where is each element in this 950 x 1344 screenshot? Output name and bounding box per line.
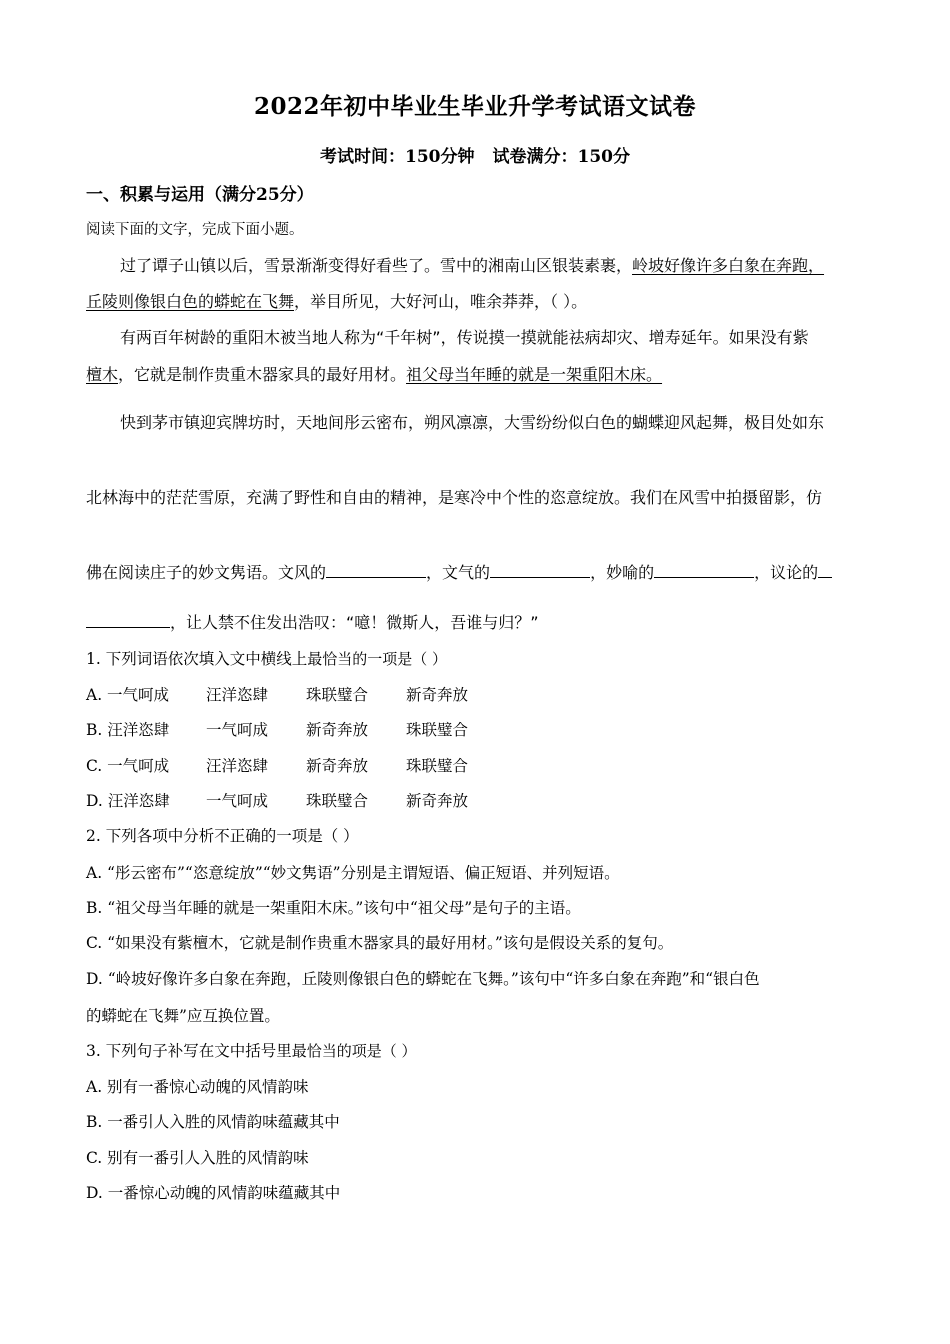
option-word: 一气呵成 — [206, 721, 269, 739]
option-word: 汪洋恣肆 — [206, 757, 269, 775]
passage-p3-line1 — [86, 410, 892, 433]
section-heading: 一、积累与运用（满分25分） — [86, 185, 314, 205]
question-1-option-a[interactable] — [86, 683, 506, 705]
passage-p3-line3 — [86, 560, 858, 583]
question-2-stem: 2. 下列各项中分析不正确的一项是（ ） — [86, 827, 359, 845]
question-2-option-b[interactable]: B. “祖父母当年睡的就是一架重阳木床。”该句中“祖父母”是句子的主语。 — [86, 899, 581, 917]
option-word: 新奇奔放 — [306, 721, 369, 739]
option-label: A. 一气呵成 — [86, 686, 170, 704]
question-1-option-b[interactable] — [86, 718, 506, 740]
passage-text: 过了谭子山镇以后，雪景渐渐变得好看些了。雪中的湘南山区银装素裹， — [120, 256, 633, 275]
passage-p1-line1 — [86, 253, 892, 276]
option-word: 珠联璧合 — [406, 757, 469, 775]
term-text: 彤云密布 — [344, 413, 409, 432]
passage-p1-line2 — [86, 289, 858, 312]
exam-info — [0, 142, 950, 167]
question-text: 最恰当的一项是（ ） — [307, 650, 447, 668]
passage-text: 快到茅市镇迎宾牌坊时，天地间 — [120, 413, 345, 432]
term-text: 恣意绽放 — [550, 488, 615, 507]
passage-p3-line2 — [86, 485, 858, 508]
question-3-option-a[interactable]: A. 别有一番惊心动魄的风情韵味 — [86, 1078, 309, 1096]
exam-time: 考试时间：150分钟 — [320, 147, 475, 167]
term-text: 妙文隽语 — [198, 563, 263, 582]
question-text: 3. 下列句子补写在文中括号里 — [86, 1042, 292, 1060]
passage-text: ，文气的 — [426, 563, 491, 582]
passage-p3-line4 — [86, 610, 858, 633]
underlined-text: 岭坡好像许多白象在奔跑， — [632, 256, 825, 275]
passage-text: ，妙喻的 — [590, 563, 655, 582]
passage-text: 北林海中的茫茫雪原，充满了野性和自由的精神，是寒冷中个性的 — [86, 488, 551, 507]
option-word: 一气呵成 — [206, 792, 269, 810]
question-1-stem — [86, 647, 447, 669]
question-1-option-c[interactable] — [86, 754, 506, 776]
question-text: 1. 下列词语依次填入文中横线上 — [86, 650, 308, 668]
passage-p2-line2 — [86, 362, 858, 385]
passage-text: ，举目所见，大好河山，唯余莽莽，（ ）。 — [294, 292, 588, 311]
question-2-option-d[interactable]: D. “岭坡好像许多白象在奔跑，丘陵则像银白色的蟒蛇在飞舞。”该句中“许多白象在奔跑”和“银白色 — [86, 970, 760, 988]
underlined-text: 丘陵则像银白色的蟒蛇在飞舞 — [86, 292, 295, 311]
underlined-text: 祖父母当年睡的就是一架重阳木床。 — [406, 365, 663, 384]
fill-blank-4 — [818, 563, 832, 578]
option-word: 珠联璧合 — [306, 686, 369, 704]
passage-text: ，它就是制作贵重木器家具的最好用材。 — [118, 365, 407, 384]
question-text: 最恰当的项是（ ） — [291, 1042, 417, 1060]
passage-p2-line1: 有两百年树龄的重阳木被当地人称为“千年树”，传说摸一摸就能祛病却灾、增寿延年。如果没有紫 — [120, 328, 809, 347]
exam-full-score: 试卷满分：150分 — [492, 147, 630, 167]
fill-blank-4-cont — [86, 613, 170, 628]
question-3-option-c[interactable]: C. 别有一番引人入胜的风情韵味 — [86, 1149, 309, 1167]
option-label: C. 一气呵成 — [86, 757, 170, 775]
option-word: 汪洋恣肆 — [206, 686, 269, 704]
option-word: 新奇奔放 — [306, 757, 369, 775]
question-2-option-d-cont: 的蟒蛇在飞舞”应互换位置。 — [86, 1007, 280, 1025]
instruction-text: 阅读下面的文字，完成下面小题。 — [86, 222, 304, 238]
passage-text: ，让人禁不住发出浩叹：“噫！微斯人，吾谁与归？” — [170, 613, 539, 632]
option-label: B. 汪洋恣肆 — [86, 721, 170, 739]
passage-text: 。文风的 — [262, 563, 327, 582]
question-2-option-a[interactable]: A. “彤云密布”“恣意绽放”“妙文隽语”分别是主谓短语、偏正短语、并列短语。 — [86, 864, 620, 882]
question-2-option-c[interactable]: C. “如果没有紫檀木，它就是制作贵重木器家具的最好用材。”该句是假设关系的复句。 — [86, 934, 674, 952]
question-1-option-d[interactable] — [86, 789, 506, 811]
option-word: 新奇奔放 — [406, 686, 469, 704]
option-word: 珠联璧合 — [406, 721, 469, 739]
exam-title: 2022年初中毕业生毕业升学考试语文试卷 — [253, 93, 696, 120]
passage-text: ，议论的 — [754, 563, 819, 582]
passage-text: 佛在阅读庄子的 — [86, 563, 199, 582]
passage-text: 。我们在风雪中拍摄留影，仿 — [614, 488, 823, 507]
fill-blank-3 — [654, 563, 754, 578]
fill-blank-1 — [326, 563, 426, 578]
underlined-text: 檀木 — [86, 365, 119, 384]
question-3-option-d[interactable]: D. 一番惊心动魄的风情韵味蕴藏其中 — [86, 1184, 341, 1202]
question-3-option-b[interactable]: B. 一番引人入胜的风情韵味蕴藏其中 — [86, 1113, 340, 1131]
question-3-stem — [86, 1039, 417, 1061]
fill-blank-2 — [490, 563, 590, 578]
option-word: 珠联璧合 — [306, 792, 369, 810]
option-label: D. 汪洋恣肆 — [86, 792, 170, 810]
passage-text: ，朔风凛凛，大雪纷纷似白色的蝴蝶迎风起舞，极目处如东 — [408, 413, 825, 432]
option-word: 新奇奔放 — [406, 792, 469, 810]
